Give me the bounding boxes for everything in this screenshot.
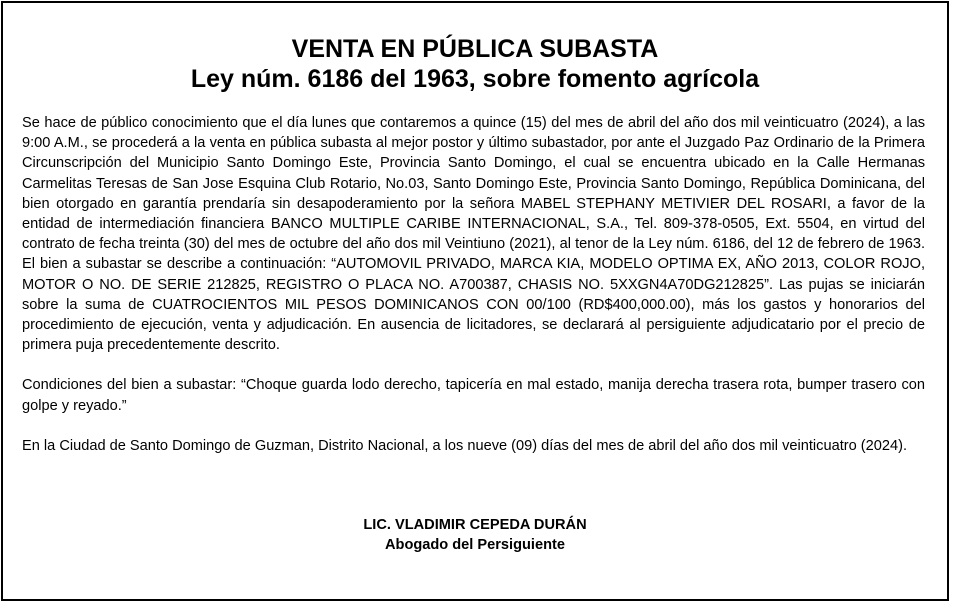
paragraph-date-place: En la Ciudad de Santo Domingo de Guzman, Distrito Nacional, a los nueve (09) días del mes de abril del año dos mil veinticuatro (2024). [22, 437, 908, 454]
signature-name: LIC. VLADIMIR CEPEDA DURÁN [363, 517, 587, 533]
paragraph-auction-details: Se hace de público conocimiento que el día lunes que contaremos a quince (15) del mes de abril del año dos mil veinticuatro (2024), a las 9:00 A.M., se procederá a la venta en pública subasta al mejor postor y último subastador, por ante el Juzgado Paz Ordinario de la Primera Circunscripción del Municipio Santo Domingo Este, Provincia Santo Domingo, el cual se encuentra ubicado en la Calle Hermanas Carmelitas Teresas de San Jose Esquina Club Rotario, No.03, Santo Domingo Este, Provincia Santo Domingo, República Dominicana, del bien otorgado en garantía prendaría sin desapoderamiento por la señora MABEL STEPHANY METIVIER DEL ROSARI, a favor de la entidad de intermediación financiera BANCO MULTIPLE CARIBE INTERNACIONAL, S.A., Tel. 809-378-0505, Ext. 5504, en virtud del contrato de fecha treinta (30) del mes de octubre del año dos mil Veintiuno (2021), al tenor de la Ley núm. 6186, del 12 de febrero de 1963. El bien a subastar se describe a continuación: “AUTOMOVIL PRIVADO, MARCA KIA, MODELO OPTIMA EX, AÑO 2013, COLOR ROJO, MOTOR O NO. DE SERIE 212825, REGISTRO O PLACA NO. A700387, CHASIS NO. 5XXGN4A70DG212825”. Las pujas se iniciarán sobre la suma de CUATROCIENTOS MIL PESOS DOMINICANOS CON 00/100 (RD$400,000.00), más los gastos y honorarios del procedimiento de ejecución, venta y adjudicación. En ausencia de licitadores, se declarará al persiguiente adjudicatario por el precio de primera puja precedentemente descrito. [22, 115, 925, 354]
notice-header [3, 34, 947, 94]
notice-subtitle: Ley núm. 6186 del 1963, sobre fomento agrícola [190, 65, 760, 93]
notice-body [22, 113, 925, 456]
legal-notice [1, 1, 949, 601]
notice-title: VENTA EN PÚBLICA SUBASTA [291, 35, 659, 63]
paragraph-vehicle-conditions: Condiciones del bien a subastar: “Choque guarda lodo derecho, tapicería en mal estado, manija derecha trasera rota, bumper trasero con golpe y reyado.” [22, 377, 925, 414]
signature-block [3, 515, 947, 555]
signature-role: Abogado del Persiguiente [384, 537, 565, 553]
